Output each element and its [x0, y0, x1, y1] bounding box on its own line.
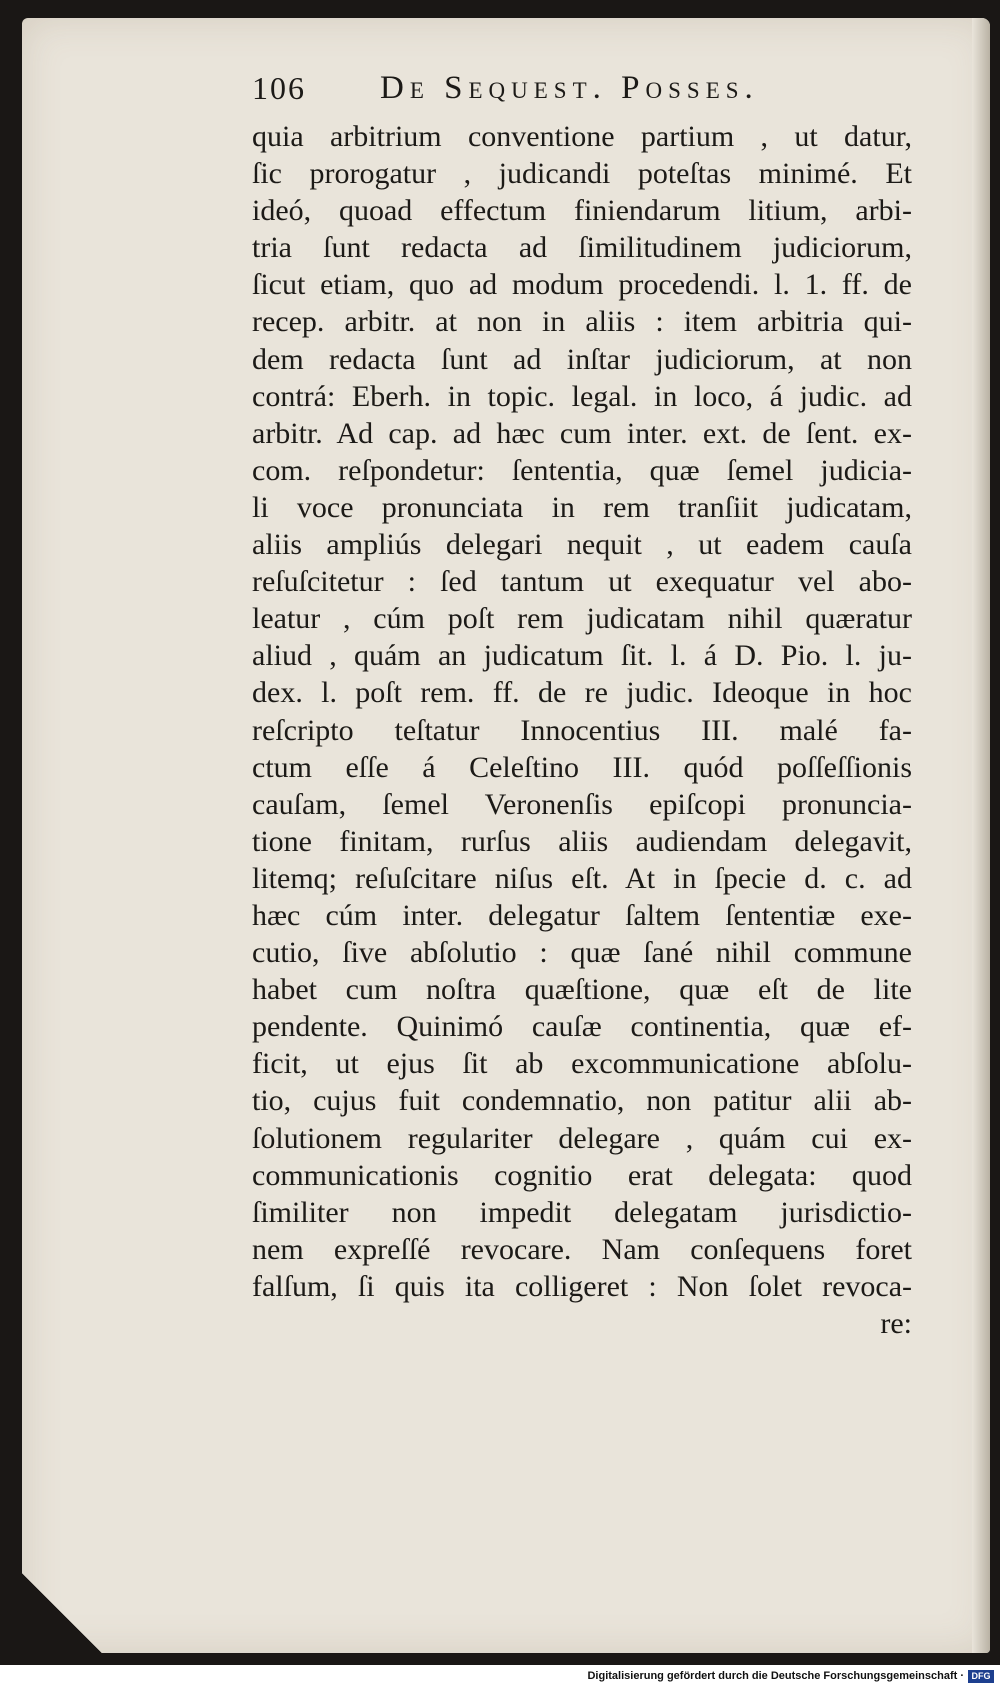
page-number: 106	[252, 70, 306, 106]
text-line: reſcripto teſtatur Innocentius III. malé fa-	[252, 713, 912, 747]
text-block	[252, 62, 912, 1342]
text-line: ſicut etiam, quo ad modum procedendi. l. 1. ff. de	[252, 268, 912, 302]
text-line: habet cum noſtra quæſtione, quæ eſt de lite	[252, 973, 912, 1007]
text-line: nem expreſſé revocare. Nam conſequens foret	[252, 1232, 912, 1266]
text-line: pendente. Quinimó cauſæ continentia, quæ ef-	[252, 1010, 912, 1044]
text-line: leatur , cúm poſt rem judicatam nihil quæratur	[252, 602, 912, 636]
text-line: quia arbitrium conventione partium , ut datur,	[252, 120, 912, 153]
text-line: tione finitam, rurſus aliis audiendam delegavit,	[252, 824, 912, 858]
body-text	[252, 118, 912, 1305]
text-line: tio, cujus fuit condemnatio, non patitur alii ab-	[252, 1084, 912, 1118]
text-line: cauſam, ſemel Veronenſis epiſcopi pronuncia-	[252, 787, 912, 821]
text-line: hæc cúm inter. delegatur ſaltem ſententiæ exe-	[252, 898, 912, 932]
text-line: ſimiliter non impedit delegatam jurisdictio-	[252, 1195, 912, 1229]
text-line: recep. arbitr. at non in aliis : item arbitria qui-	[252, 305, 912, 339]
text-line: tria ſunt redacta ad ſimilitudinem judiciorum,	[252, 231, 912, 265]
text-line: aliis ampliús delegari nequit , ut eadem cauſa	[252, 528, 912, 562]
text-line: ſolutionem regulariter delegare , quám cui ex-	[252, 1121, 912, 1155]
text-line: cutio, ſive abſolutio : quæ ſané nihil commune	[252, 936, 912, 970]
text-line: com. reſpondetur: ſententia, quæ ſemel judicia-	[252, 453, 912, 487]
text-line: litemq; reſuſcitare niſus eſt. At in ſpecie d. c. ad	[252, 861, 912, 895]
running-title: De Sequest. Posses.	[380, 70, 759, 106]
text-line: aliud , quám an judicatum ſit. l. á D. Pio. l. ju-	[252, 639, 912, 673]
dfg-logo: DFG	[968, 1670, 994, 1683]
digitization-footer	[0, 1665, 1000, 1688]
running-head	[252, 62, 912, 118]
funding-credit: Digitalisierung gefördert durch die Deutsche Forschungsgemeinschaft ·	[587, 1670, 964, 1682]
text-line: reſuſcitetur : ſed tantum ut exequatur vel abo-	[252, 565, 912, 599]
text-line: dex. l. poſt rem. ff. de re judic. Ideoque in hoc	[252, 676, 912, 710]
text-line: contrá: Eberh. in topic. legal. in loco, á judic. ad	[252, 379, 912, 413]
text-line: arbitr. Ad cap. ad hæc cum inter. ext. de ſent. ex-	[252, 416, 912, 450]
text-line: ſic prorogatur , judicandi poteſtas minimé. Et	[252, 157, 912, 191]
text-line: dem redacta ſunt ad inſtar judiciorum, at non	[252, 342, 912, 376]
text-line: communicationis cognitio erat delegata: quod	[252, 1158, 912, 1192]
text-line: ctum eſſe á Celeſtino III. quód poſſeſſionis	[252, 750, 912, 784]
book-gutter-shadow	[972, 18, 990, 1653]
text-line: li voce pronunciata in rem tranſiit judicatam,	[252, 490, 912, 524]
catchword: re:	[880, 1307, 912, 1340]
torn-corner	[22, 1573, 102, 1653]
text-line: ficit, ut ejus ſit ab excommunicatione abſolu-	[252, 1047, 912, 1081]
text-line: falſum, ſi quis ita colligeret : Non ſolet revoca-	[252, 1269, 912, 1303]
text-line: ideó, quoad effectum finiendarum litium, arbi-	[252, 194, 912, 228]
